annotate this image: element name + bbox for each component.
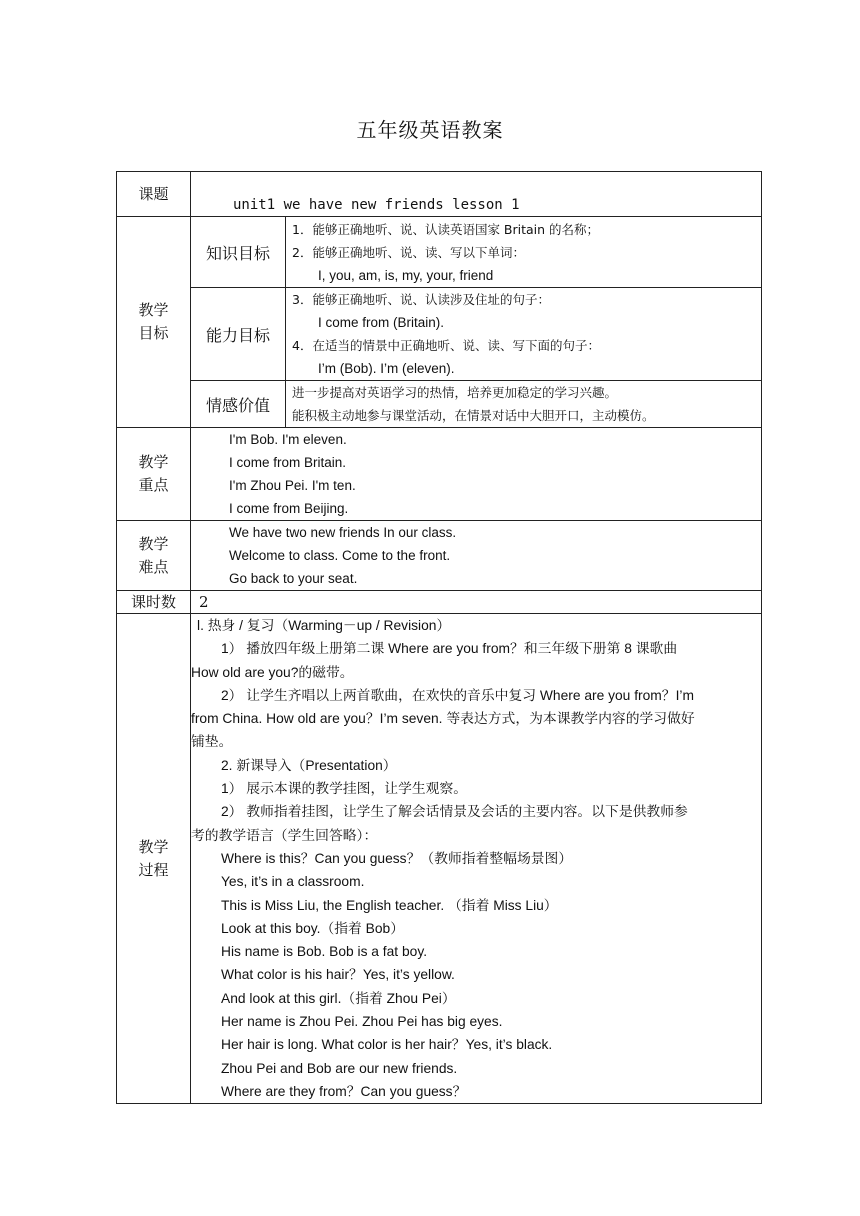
ability-line-2: I come from (Britain).: [318, 315, 445, 330]
emotion-row: [117, 381, 762, 428]
process-line-11: Where is this？Can you guess？（教师指着整幅场景图）: [221, 850, 573, 866]
topic-value: unit1 we have new friends lesson 1: [191, 172, 762, 217]
key-points-label: [117, 428, 191, 521]
knowledge-row: [117, 217, 762, 288]
ability-line-3: 4．在适当的情景中正确地听、说、读、写下面的句子：: [292, 338, 600, 353]
process-line-8: 1） 展示本课的教学挂图，让学生观察。: [221, 781, 468, 797]
topic-label: 课题: [117, 172, 191, 217]
difficulties-row: [117, 521, 762, 591]
process-line-2: 1） 播放四年级上册第二课 Where are you from？和三年级下册第 8 课歌曲: [221, 641, 678, 657]
emotion-content: [286, 381, 762, 428]
process-line-1: l. 热身 / 复习（Warming－up / Revision）: [197, 618, 451, 633]
process-line-5: from China. How old are you？I’m seven. 等表达方式，为本课教学内容的学习做好: [191, 711, 695, 727]
hours-label: 课时数: [117, 591, 191, 614]
process-line-3: How old are you?的磁带。: [191, 664, 354, 680]
key-points-row: [117, 428, 762, 521]
knowledge-content: [286, 217, 762, 288]
difficulty-3: Go back to your seat.: [229, 571, 358, 586]
process-line-7: 2. 新课导入（Presentation）: [221, 757, 397, 773]
ability-content: [286, 288, 762, 381]
process-line-9: 2） 教师指着挂图，让学生了解会话情景及会话的主要内容。以下是供教师参: [221, 804, 688, 820]
difficulty-2: Welcome to class. Come to the front.: [229, 548, 451, 563]
hours-value: 2: [191, 591, 762, 614]
document-title: 五年级英语教案: [356, 118, 504, 142]
lesson-plan-table: [116, 171, 762, 1104]
process-line-20: Zhou Pei and Bob are our new friends.: [221, 1060, 458, 1076]
process-line-14: Look at this boy.（指着 Bob）: [221, 920, 405, 936]
objectives-label: [117, 217, 191, 428]
difficulty-1: We have two new friends In our class.: [229, 525, 457, 540]
process-line-17: And look at this girl.（指着 Zhou Pei）: [221, 990, 456, 1006]
process-line-4: 2） 让学生齐唱以上两首歌曲，在欢快的音乐中复习 Where are you from？I’m: [221, 687, 694, 703]
process-content: [191, 614, 762, 1104]
key-point-1: I'm Bob. I'm eleven.: [229, 432, 347, 447]
key-point-4: I come from Beijing.: [229, 501, 349, 516]
process-line-18: Her name is Zhou Pei. Zhou Pei has big eyes.: [221, 1014, 503, 1030]
process-line-15: His name is Bob. Bob is a fat boy.: [221, 944, 428, 960]
knowledge-line-2: 2．能够正确地听、说、读、写以下单词：: [292, 245, 525, 260]
process-line-12: Yes, it’s in a classroom.: [221, 874, 365, 890]
knowledge-line-1: 1．能够正确地听、说、认读英语国家 Britain 的名称；: [292, 222, 600, 237]
process-row: [117, 614, 762, 1104]
ability-row: [117, 288, 762, 381]
difficulties-content: [191, 521, 762, 591]
ability-line-1: 3．能够正确地听、说、认读涉及住址的句子：: [292, 292, 550, 307]
process-line-13: This is Miss Liu, the English teacher. （指着 Miss Liu）: [221, 897, 558, 913]
key-point-3: I'm Zhou Pei. I'm ten.: [229, 478, 356, 493]
key-points-content: [191, 428, 762, 521]
process-label-text: 教学过程: [138, 837, 169, 879]
knowledge-label: 知识目标: [191, 217, 286, 288]
process-line-19: Her hair is long. What color is her hair？Yes, it’s black.: [221, 1037, 553, 1053]
process-label: [117, 614, 191, 1104]
emotion-label: 情感价值: [191, 381, 286, 428]
topic-row: [117, 172, 762, 217]
hours-row: [117, 591, 762, 614]
process-line-6: 铺垫。: [191, 734, 233, 750]
ability-line-4: I’m (Bob). I’m (eleven).: [318, 361, 455, 376]
emotion-line-2: 能积极主动地参与课堂活动，在情景对话中大胆开口，主动模仿。: [292, 408, 655, 423]
process-line-21: Where are they from？Can you guess？: [221, 1083, 467, 1099]
key-point-2: I come from Britain.: [229, 455, 347, 470]
process-line-10: 考的教学语言（学生回答略）：: [191, 827, 378, 843]
emotion-line-1: 进一步提高对英语学习的热情，培养更加稳定的学习兴趣。: [292, 385, 618, 400]
key-points-label-text: 教学重点: [138, 453, 169, 494]
difficulties-label: [117, 521, 191, 591]
difficulties-label-text: 教学难点: [138, 534, 169, 576]
process-line-16: What color is his hair？Yes, it’s yellow.: [221, 967, 455, 983]
ability-label: 能力目标: [191, 288, 286, 381]
objectives-label-text: 教学目标: [138, 301, 169, 342]
knowledge-line-3: I, you, am, is, my, your, friend: [318, 268, 494, 283]
